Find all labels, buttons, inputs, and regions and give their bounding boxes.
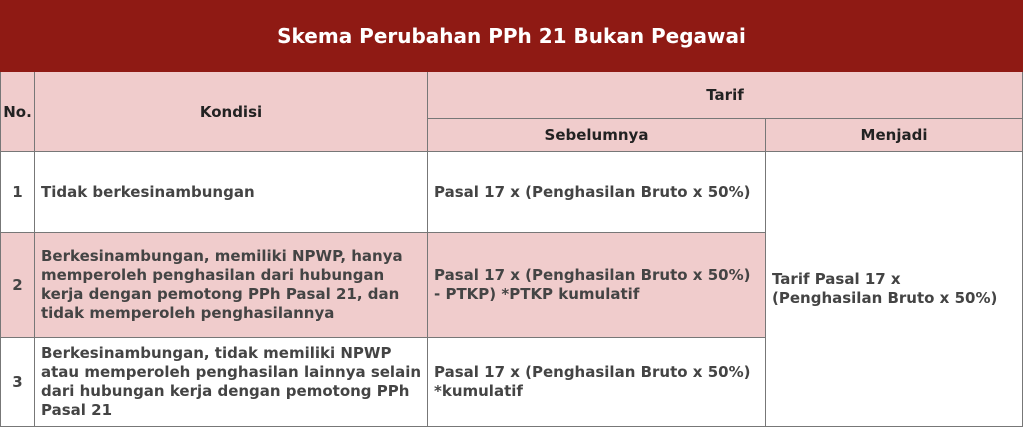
row-number: 2 <box>1 233 35 338</box>
header-sebelumnya: Sebelumnya <box>428 119 766 152</box>
table-row <box>1 152 1023 233</box>
header-kondisi: Kondisi <box>35 72 428 152</box>
table-title-row <box>1 1 1023 72</box>
row-number: 1 <box>1 152 35 233</box>
header-no: No. <box>1 72 35 152</box>
header-row-1 <box>1 72 1023 119</box>
row-kondisi: Berkesinambungan, memiliki NPWP, hanya memperoleh penghasilan dari hubungan kerja dengan pemotong PPh Pasal 21, dan tidak memperoleh penghasilannya <box>35 233 428 338</box>
row-sebelumnya: Pasal 17 x (Penghasilan Bruto x 50%) <box>428 152 766 233</box>
row-sebelumnya: Pasal 17 x (Penghasilan Bruto x 50%) *kumulatif <box>428 338 766 427</box>
row-kondisi: Tidak berkesinambungan <box>35 152 428 233</box>
row-kondisi: Berkesinambungan, tidak memiliki NPWP atau memperoleh penghasilan lainnya selain dari hubungan kerja dengan pemotong PPh Pasal 21 <box>35 338 428 427</box>
row-sebelumnya: Pasal 17 x (Penghasilan Bruto x 50%) - PTKP) *PTKP kumulatif <box>428 233 766 338</box>
menjadi-value: Tarif Pasal 17 x (Penghasilan Bruto x 50%) <box>766 152 1023 427</box>
header-menjadi: Menjadi <box>766 119 1023 152</box>
header-tarif: Tarif <box>428 72 1023 119</box>
table-title: Skema Perubahan PPh 21 Bukan Pegawai <box>1 1 1023 72</box>
row-number: 3 <box>1 338 35 427</box>
